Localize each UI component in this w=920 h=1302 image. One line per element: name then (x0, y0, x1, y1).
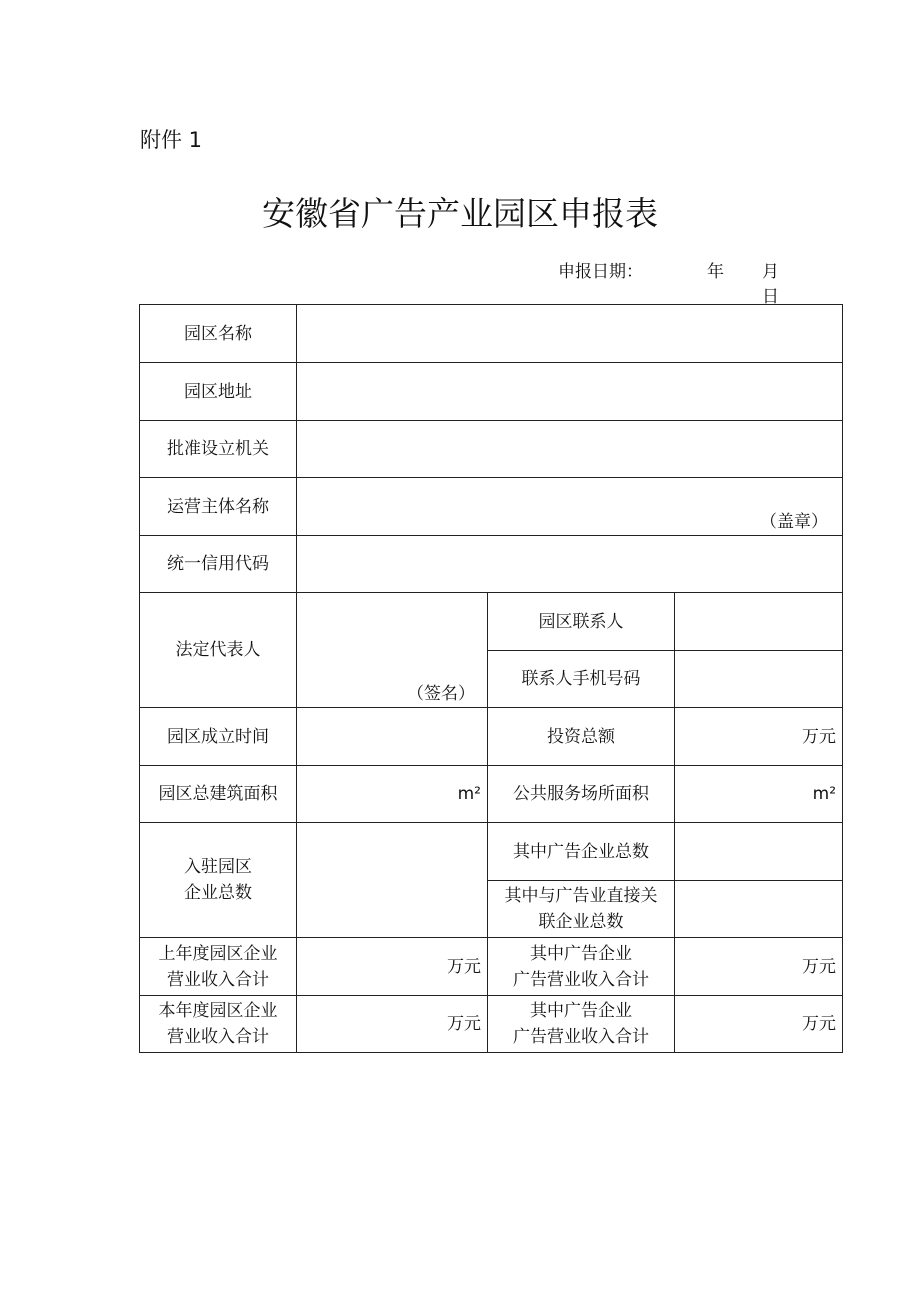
this-year-ad-label (488, 996, 675, 1053)
contact-person-label: 园区联系人 (488, 593, 675, 651)
related-label-line2: 联企业总数 (538, 912, 624, 932)
contact-phone-label: 联系人手机号码 (488, 651, 675, 708)
total-area-label: 园区总建筑面积 (140, 766, 297, 823)
contact-phone-field[interactable] (675, 651, 843, 708)
related-enterprises-field[interactable] (675, 881, 843, 938)
last-year-ad-unit: 万元 (802, 956, 837, 977)
this-year-label-line2: 营业收入合计 (167, 1027, 269, 1047)
park-address-label: 园区地址 (140, 363, 297, 421)
sign-note: （签名） (407, 684, 475, 704)
established-time-label: 园区成立时间 (140, 708, 297, 766)
last-year-ad-field[interactable] (675, 938, 843, 996)
related-label-line1: 其中与广告业直接关 (504, 886, 658, 906)
operator-name-label: 运营主体名称 (140, 478, 297, 536)
credit-code-label: 统一信用代码 (140, 536, 297, 593)
last-year-revenue-label (140, 938, 297, 996)
approval-authority-label: 批准设立机关 (140, 421, 297, 478)
related-enterprises-label (488, 881, 675, 938)
last-year-label-line1: 上年度园区企业 (158, 943, 278, 964)
this-year-ad-line2: 广告营业收入合计 (513, 1027, 649, 1047)
report-date-day: 日 (762, 287, 779, 307)
seal-note: （盖章） (760, 512, 829, 532)
enterprises-total-label (140, 823, 297, 938)
last-year-unit: 万元 (447, 956, 481, 977)
attachment-label: 附件 1 (140, 128, 203, 152)
established-time-field[interactable] (297, 708, 488, 766)
public-area-label: 公共服务场所面积 (488, 766, 675, 823)
public-area-field[interactable] (675, 766, 843, 823)
legal-rep-field[interactable] (297, 593, 488, 708)
this-year-revenue-field[interactable] (297, 996, 488, 1053)
ad-enterprises-label: 其中广告企业总数 (488, 823, 675, 881)
report-date-label: 申报日期： (558, 262, 643, 282)
ad-enterprises-field[interactable] (675, 823, 843, 881)
report-date-year: 年 (707, 262, 724, 282)
this-year-ad-field[interactable] (675, 996, 843, 1053)
this-year-unit: 万元 (447, 1014, 481, 1034)
last-year-ad-label (488, 938, 675, 996)
total-investment-field[interactable] (675, 708, 843, 766)
last-year-revenue-field[interactable] (297, 938, 488, 996)
report-date-month: 月 (762, 262, 779, 282)
page-title: 安徽省广告产业园区申报表 (262, 194, 658, 233)
last-year-ad-line1: 其中广告企业 (530, 943, 632, 964)
last-year-label-line2: 营业收入合计 (167, 969, 269, 990)
public-area-unit: m² (812, 784, 837, 804)
last-year-ad-line2: 广告营业收入合计 (513, 969, 649, 990)
enterprises-label-line1: 入驻园区 (184, 857, 252, 877)
enterprises-label-line2: 企业总数 (184, 883, 252, 903)
application-form-table (139, 304, 843, 1053)
this-year-revenue-label (140, 996, 297, 1053)
park-name-label: 园区名称 (140, 305, 297, 363)
this-year-ad-line1: 其中广告企业 (530, 1001, 632, 1021)
this-year-ad-unit: 万元 (802, 1014, 837, 1034)
area-unit: m² (457, 784, 481, 804)
enterprises-total-field[interactable] (297, 823, 488, 938)
this-year-label-line1: 本年度园区企业 (158, 1001, 278, 1021)
contact-person-field[interactable] (675, 593, 843, 651)
park-address-field[interactable] (297, 363, 843, 421)
legal-rep-label: 法定代表人 (140, 593, 297, 708)
total-investment-label: 投资总额 (488, 708, 675, 766)
park-name-field[interactable] (297, 305, 843, 363)
credit-code-field[interactable] (297, 536, 843, 593)
total-area-field[interactable] (297, 766, 488, 823)
operator-name-field[interactable] (297, 478, 843, 536)
approval-authority-field[interactable] (297, 421, 843, 478)
investment-unit: 万元 (802, 726, 837, 747)
